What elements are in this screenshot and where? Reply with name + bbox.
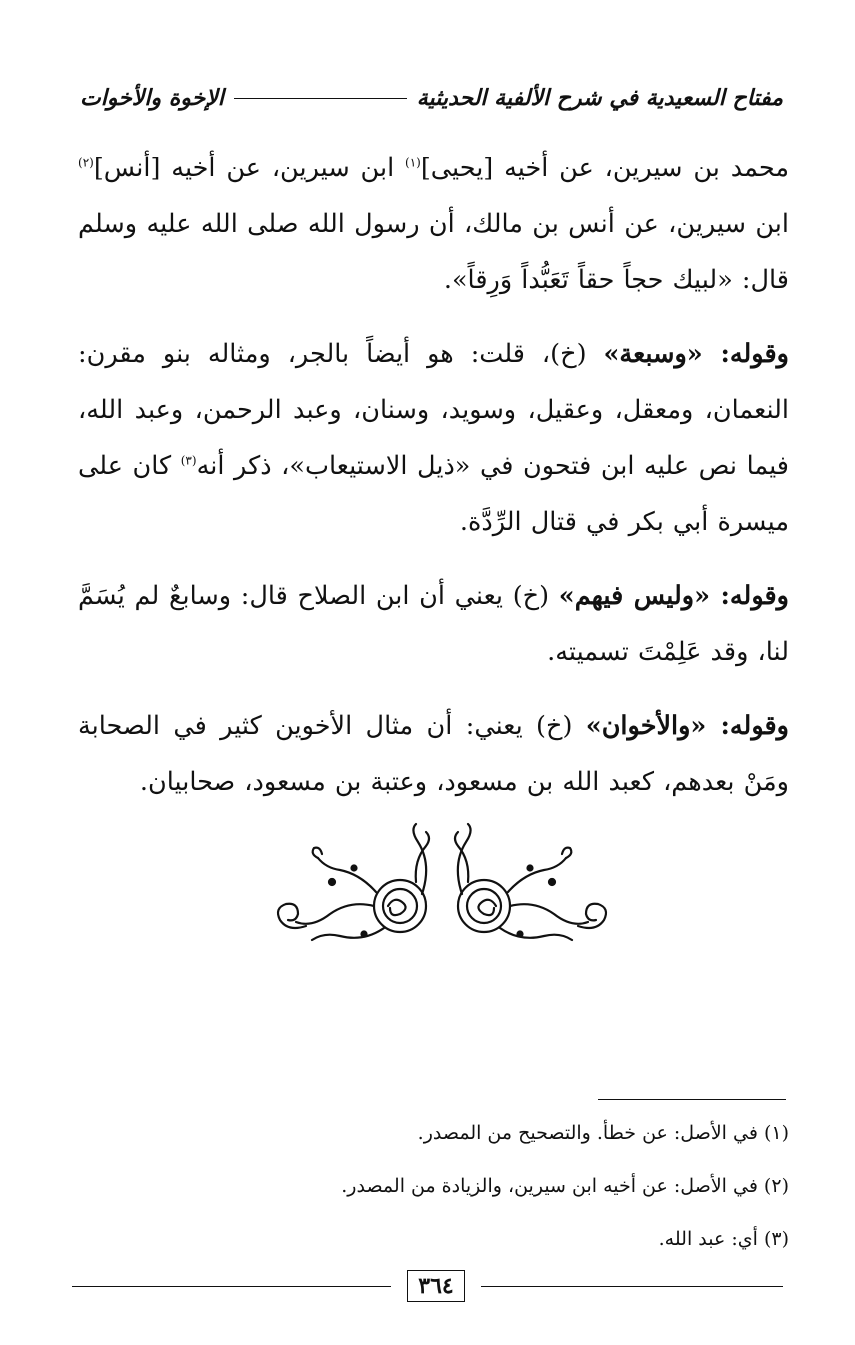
book-title: مفتاح السعيدية في شرح الألفية الحديثية	[416, 85, 783, 111]
paragraph-2-text: (خ)، قلت: هو أيضاً بالجر، ومثاله بنو مقرن: النعمان، ومعقل، وعقيل، وسويد، وسنان، وعبد الرحمن، وعبد الله، فيما نص عليه ابن فتحون في «ذيل الاستيعاب»، ذكر أنه	[78, 339, 789, 481]
floral-ornament	[272, 822, 612, 954]
footnote-3: (٣) أي: عبد الله.	[658, 1228, 789, 1250]
footnote-1: (١) في الأصل: عن خطأ. والتصحيح من المصدر.	[417, 1122, 789, 1144]
paragraph-1-text-b: ابن سيرين، عن أخيه [أنس]	[93, 153, 406, 183]
page-number-box	[391, 1264, 481, 1308]
running-header	[80, 78, 783, 118]
ornament-left-half	[278, 824, 429, 940]
paragraph-2-text-b: كان على ميسرة أبي بكر في قتال الرِّدَّة.	[78, 451, 789, 537]
paragraph-1	[78, 140, 789, 308]
paragraph-4-text: (خ) يعني: أن مثال الأخوين كثير في الصحابة ومَنْ بعدهم، كعبد الله بن مسعود، وعتبة بن مسعود، صحابيان.	[78, 711, 789, 797]
paragraph-1-text: محمد بن سيرين، عن أخيه [يحيى]	[420, 153, 789, 183]
footnote-ref-1: (١)	[405, 155, 421, 170]
body-text	[78, 140, 789, 828]
section-title: الإخوة والأخوات	[80, 85, 224, 111]
paragraph-3-lead: وقوله: «وليس فيهم»	[558, 581, 790, 611]
header-rule	[234, 98, 407, 99]
paragraph-3-text: (خ) يعني أن ابن الصلاح قال: وسابعٌ لم يُسَمَّ لنا، وقد عَلِمْتَ تسميته.	[78, 581, 789, 667]
paragraph-3	[78, 568, 789, 680]
footnote-2: (٢) في الأصل: عن أخيه ابن سيرين، والزيادة من المصدر.	[341, 1175, 789, 1197]
paragraph-4	[78, 698, 789, 810]
page-number: ٣٦٤	[407, 1270, 464, 1302]
footnote-ref-3: (٣)	[180, 453, 197, 468]
paragraph-2	[78, 326, 789, 550]
footnotes	[120, 1118, 789, 1277]
paragraph-4-lead: وقوله: «والأخوان»	[585, 711, 789, 741]
paragraph-2-lead: وقوله: «وسبعة»	[603, 339, 789, 369]
paragraph-1-text-c: ابن سيرين، عن أنس بن مالك، أن رسول الله صلى الله عليه وسلم قال: «لبيك حجاً حقاً تَعَبُّداً وَرِقاً».	[78, 209, 789, 295]
footnote-separator	[598, 1099, 786, 1100]
footnote-ref-2: (٢)	[78, 155, 94, 170]
ornament-right-half	[455, 824, 606, 940]
